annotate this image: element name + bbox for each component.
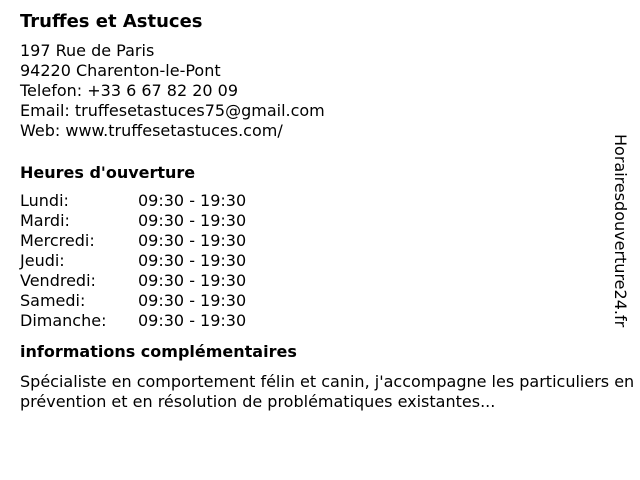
hours-row	[20, 211, 246, 231]
business-description: Spécialiste en comportement félin et canin, j'accompagne les particuliers en prévention et en résolution de problématiques existantes...	[20, 372, 635, 411]
hours-row	[20, 311, 246, 331]
phone-number: Telefon: +33 6 67 82 20 09	[20, 81, 239, 100]
hours-row	[20, 291, 246, 311]
opening-hours-heading: Heures d'ouverture	[20, 163, 196, 182]
day-label: Jeudi:	[20, 251, 65, 270]
website: Web: www.truffesetastuces.com/	[20, 121, 283, 140]
time-range: 09:30 - 19:30	[138, 291, 247, 310]
day-label: Samedi:	[20, 291, 86, 310]
time-range: 09:30 - 19:30	[138, 251, 247, 270]
day-label: Vendredi:	[20, 271, 96, 290]
day-label: Mardi:	[20, 211, 70, 230]
address-block	[20, 41, 620, 141]
hours-row	[20, 191, 246, 211]
additional-info-heading: informations complémentaires	[20, 342, 297, 361]
time-range: 09:30 - 19:30	[138, 231, 247, 250]
business-name: Truffes et Astuces	[20, 11, 203, 32]
day-label: Dimanche:	[20, 311, 107, 330]
time-range: 09:30 - 19:30	[138, 311, 247, 330]
time-range: 09:30 - 19:30	[138, 191, 247, 210]
hours-row	[20, 231, 246, 251]
hours-row	[20, 271, 246, 291]
opening-hours-table	[20, 191, 246, 331]
city-address: 94220 Charenton-le-Pont	[20, 61, 221, 80]
email-address: Email: truffesetastuces75@gmail.com	[20, 101, 325, 120]
day-label: Lundi:	[20, 191, 69, 210]
time-range: 09:30 - 19:30	[138, 211, 247, 230]
time-range: 09:30 - 19:30	[138, 271, 247, 290]
street-address: 197 Rue de Paris	[20, 41, 155, 60]
day-label: Mercredi:	[20, 231, 95, 250]
site-watermark: Horairesdouverture24.fr	[611, 134, 630, 328]
hours-row	[20, 251, 246, 271]
